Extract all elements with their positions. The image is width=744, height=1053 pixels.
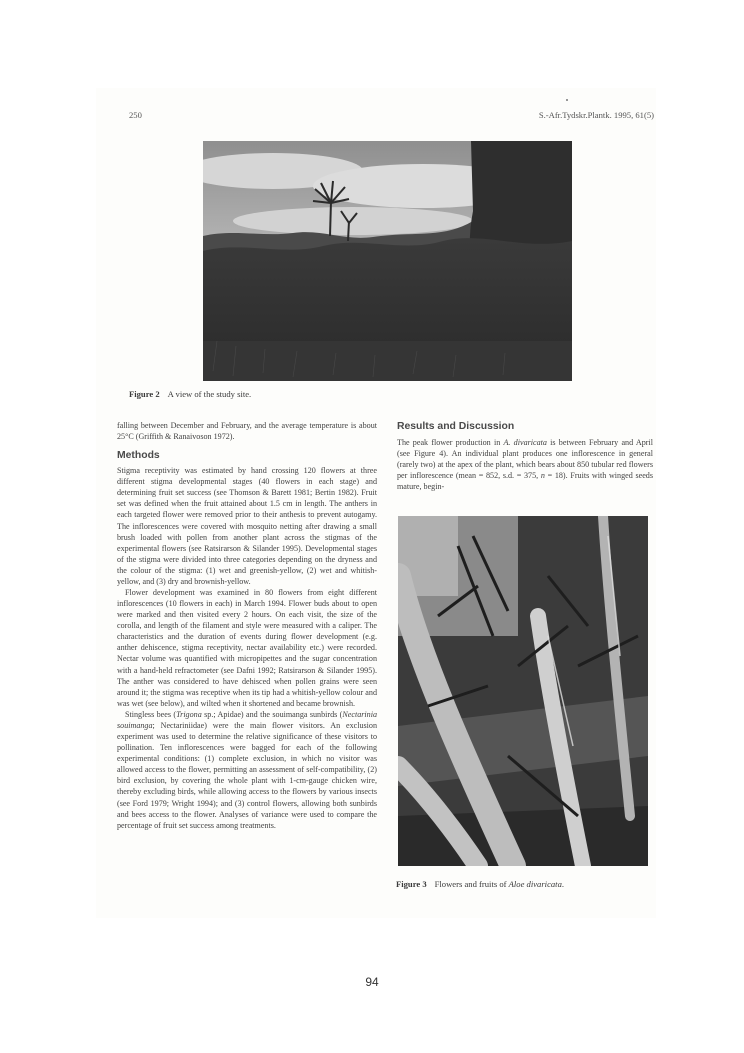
figure-3-label: Figure 3 xyxy=(396,879,427,889)
text-run: The peak flower production in xyxy=(397,438,504,447)
species-name: A. divaricata xyxy=(503,438,547,447)
left-text-column xyxy=(117,420,377,831)
species-name: Nectarinia souimanga xyxy=(117,709,377,730)
figure-3-caption-species: Aloe divaricata xyxy=(508,879,562,889)
running-head-journal: S.-Afr.Tydskr.Plantk. 1995, 61(5) xyxy=(538,110,654,120)
results-paragraph xyxy=(397,437,653,492)
running-head-page: 250 xyxy=(129,110,142,120)
text-run: ; Nectariniidae) were the main flower visitors. An exclusion experiment was used to determine the relative significance of these visitors to pollination. Ten inflorescences were bagged for each of the following experimental conditions: (1) complete exclusion, in which no visitor was allowed access to the flower, permitting an assessment of self-compatibility, (2) bird exclusion, by covering the whole plant with 1-cm-gauge chicken wire, thereby excluding birds, while allowing access to the flowers by various insects (see Ford 1979; Wright 1994); and (3) control flowers, allowing both sunbirds and bees access to the flower. Analyses of variance were used to compare the percentage of fruit set success among treatments. xyxy=(117,720,377,830)
methods-paragraph-3 xyxy=(117,709,377,831)
figure-3-caption-end: . xyxy=(561,879,565,889)
figure-2-photo xyxy=(203,141,572,381)
text-run: Stingless bees ( xyxy=(125,709,177,719)
figure-3-caption-text: Flowers and fruits of xyxy=(434,879,509,889)
figure-3-caption xyxy=(396,879,564,889)
figure-3-photo xyxy=(398,516,648,866)
methods-paragraph-1: Stigma receptivity was estimated by hand crossing 120 flowers at three different stigma developmental stages (40 flowers in each stage) and determining fruit set success (see Thomson & Barett 1981; Bertin 1982). Fruit set was defined when the fruit attained about 1.5 cm in length. The anthers in each targeted flower were removed prior to their anthesis to prevent autogamy. The inflorescences were covered with mosquito netting after drawing a small brush loaded with pollen from another plant across the stigmas of the experimental flowers (see Ratsirarson & Silander 1995). Developmental stages of the stigma were divided into three categories depending on the dryness and the colour of the stigma: (1) wet and greenish-yellow, (2) wet and whitish-yellow, and (3) dry and brownish-yellow. xyxy=(117,466,377,586)
methods-paragraph-2: Flower development was examined in 80 flowers from eight different inflorescences (10 flowers in each) in March 1994. Flower buds about to open were marked and then visited every 2 hours. On each visit, the size of the corolla, and length of the filament and style were measured with a caliper. The characteristics and the duration of events during flower development (e.g. anther dehiscence, stigma receptivity, nectar availability etc.) were recorded. Nectar volume was quantified with micropipettes and the sugar concentration with a hand-held refractometer (see Dafni 1992; Ratsirarson & Silander 1995). The anther was considered to have dehisced when pollen grains were seen around it; the stigma was receptive when its tip had a whitish-yellow colour and was wet (see below), and wilted when it shortened and became brownish. xyxy=(117,588,377,708)
figure-2-caption xyxy=(129,389,251,399)
right-text-column xyxy=(397,420,653,492)
figure-2-caption-text: A view of the study site. xyxy=(167,389,252,399)
methods-heading: Methods xyxy=(117,450,160,462)
scan-speck xyxy=(566,99,568,101)
text-run: is between February and April (see Figure 4). An individual plant produces one inflorescence in general (rarely two) at the apex of the plant, which bears about 850 tubular red flowers per inflorescence (mean = 852, s.d. = 375, xyxy=(397,438,653,481)
intro-paragraph: falling between December and February, and the average temperature is about 25°C (Griffith & Ranaivoson 1972). xyxy=(117,421,377,442)
species-name: Trigona xyxy=(176,709,202,719)
results-heading: Results and Discussion xyxy=(397,421,515,432)
italic-symbol: n xyxy=(540,471,545,481)
page-number: 94 xyxy=(365,975,379,989)
text-run: = 18). Fruits with winged seeds mature, begin- xyxy=(397,471,654,492)
figure-2-label: Figure 2 xyxy=(129,389,160,399)
text-run: sp.; Apidae) and the souimanga sunbirds ( xyxy=(201,709,343,719)
